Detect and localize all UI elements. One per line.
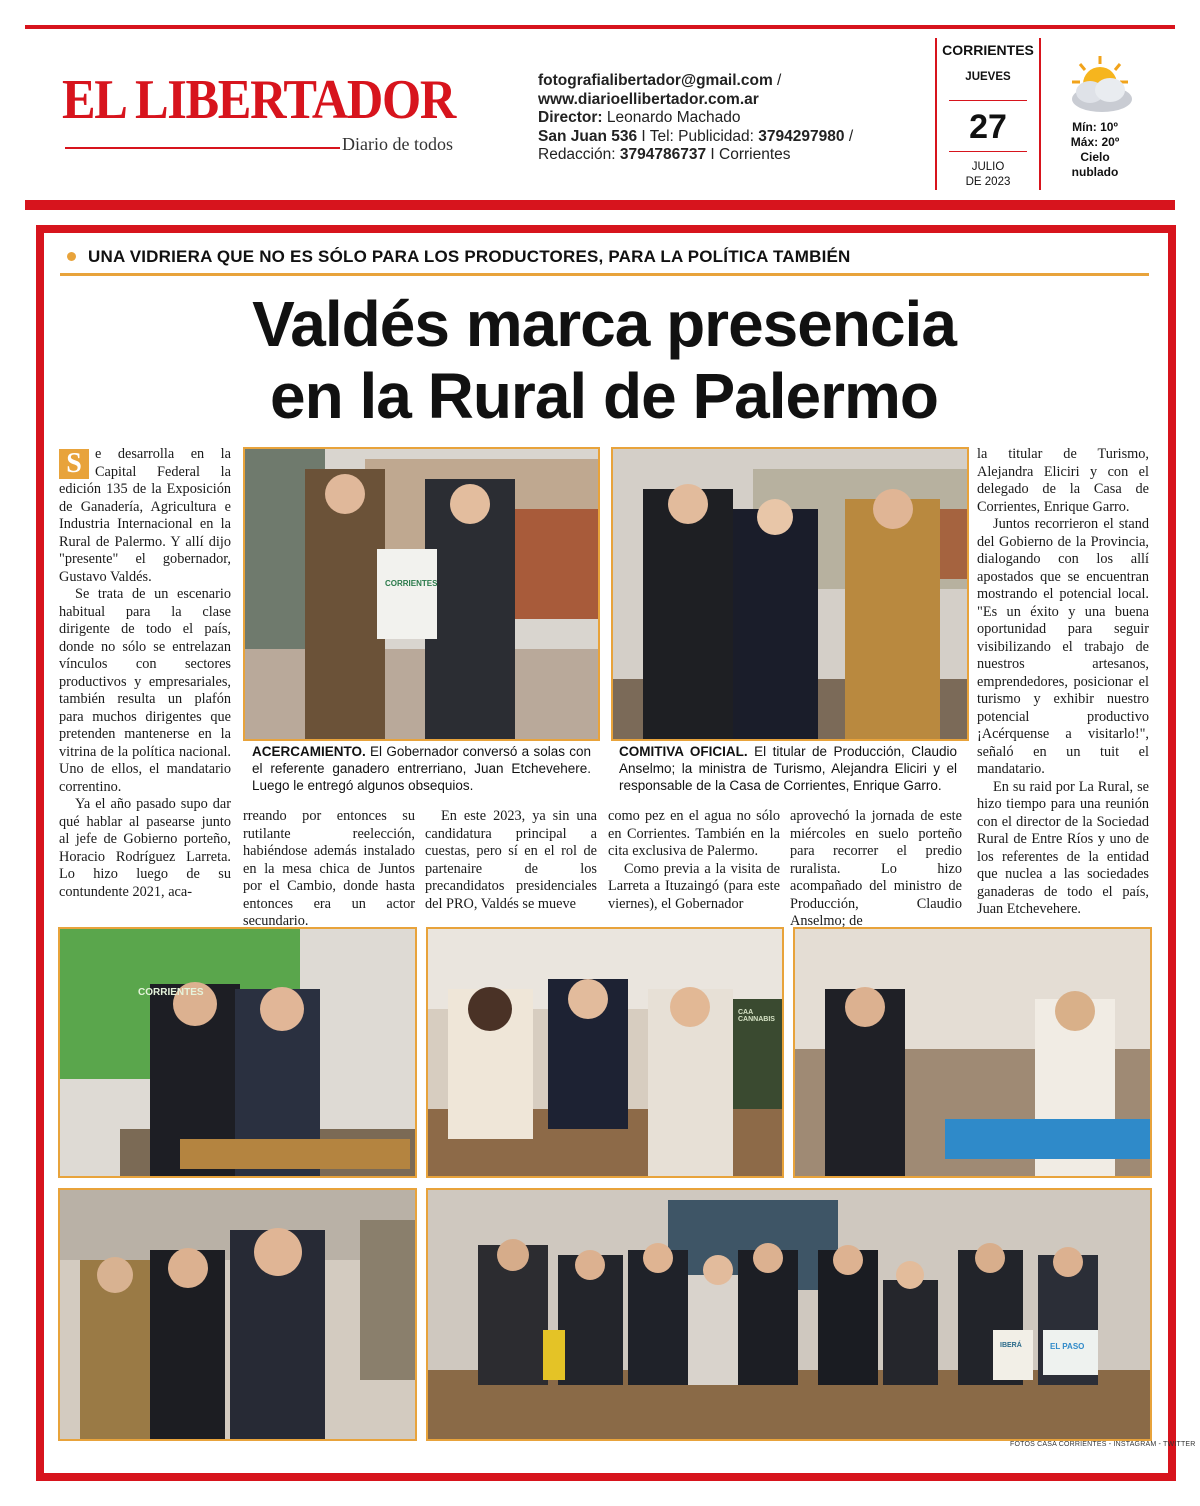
date-divider-bottom [949, 151, 1027, 152]
tel-publicidad: 3794297980 [758, 127, 845, 145]
photo8-book-2: EL PASO [1050, 1342, 1085, 1351]
article-column-3 [425, 808, 597, 913]
col1-paragraph-3: Ya el año pasado supo dar qué hablar al pasearse junto al jefe de Gobierno porteño, Horacio Rodríguez Larreta. Lo hizo luego de su contundente 2021, aca- [59, 796, 231, 900]
headline-line-2: en la Rural de Palermo [269, 360, 939, 432]
date-divider-top [949, 100, 1027, 101]
redaccion-label: Redacción: [538, 146, 616, 163]
col3-paragraph-1: En este 2023, ya sin una candidatura principal a cuestas, pero sí en el rol de partenaire de los precandidatos presidenciales del PRO, Valdés se mueve [425, 808, 597, 912]
photo-credit: FOTOS CASA CORRIENTES - INSTAGRAM - TWITTER [1010, 1441, 1196, 1448]
newspaper-logo[interactable]: EL LIBERTADOR [62, 69, 455, 131]
col4-paragraph-2: Como previa a la visita de Larreta a Ituzaingó (para este viernes), el Gobernador [608, 860, 780, 912]
weather-min: Mín: 10º [1072, 120, 1118, 134]
partly-cloudy-sun-icon [1058, 52, 1138, 117]
tel-label: Tel: Publicidad: [649, 127, 754, 145]
weather-desc-1: Cielo [1080, 150, 1110, 164]
top-rule-thin [25, 25, 1175, 29]
photo-pasillo[interactable] [58, 1188, 417, 1441]
article-column-4 [608, 808, 780, 913]
caption1-text: El Gobernador conversó a solas con el referente ganadero entrerriano, Juan Etchevehere. Luego le entregó algunos obsequios. [252, 744, 591, 793]
tel-redaccion: 3794786737 [619, 146, 707, 163]
article-column-6 [977, 446, 1149, 919]
article-headline[interactable] [60, 288, 1148, 432]
city-line: Corrientes [719, 146, 791, 163]
col6-paragraph-2: Juntos recorrieron el stand del Gobierno de la Provincia, dialogando con los allí apostados que se encuentran mostrando el potencial local. "Es un éxito y una buena oportunidad para seguir visibilizando el trabajo de nuestros artesanos, emprendedores, posicionar el turismo y exhibir nuestro potencial productivo ¡Acérquense a visitarlo!", señaló en un tuit el mandatario. [977, 516, 1149, 777]
photo-stand-screen[interactable] [58, 927, 417, 1178]
photo-acercamiento[interactable] [243, 447, 600, 741]
photo-comitiva-oficial[interactable] [611, 447, 969, 741]
date-weekday: JUEVES [965, 71, 1011, 83]
col5-paragraph-1: aprovechó la jornada de este miércoles en suelo porteño para recorrer el predio ruralista. Lo hizo acompañado del ministro de Producción, Claudio Anselmo; de [790, 808, 962, 929]
photo-stand-artesanias[interactable] [426, 927, 784, 1178]
date-box [935, 38, 1041, 190]
photo4-sign-text: CAA CANNABIS [738, 1009, 775, 1023]
kicker-bullet [67, 252, 76, 261]
date-year: DE 2023 [965, 176, 1011, 188]
director-name: Leonardo Machado [606, 109, 741, 126]
article-column-1 [59, 446, 231, 901]
photo-grupo-stand[interactable] [426, 1188, 1152, 1441]
date-city: CORRIENTES [942, 42, 1034, 58]
caption1-lead: ACERCAMIENTO. [252, 744, 366, 759]
col2-paragraph-1: rreando por entonces su rutilante reelección, habiéndose además instalado en la mesa chica de Juntos por el Cambio, donde hasta entonces era un actor secundario. [243, 808, 415, 929]
drop-cap: S [59, 449, 89, 479]
address: San Juan 536 [538, 127, 638, 145]
photo-stand-recorrida[interactable] [793, 927, 1152, 1178]
article-column-5 [790, 808, 962, 931]
col4-paragraph-1: como pez en el agua no sólo en Corrientes. También en la cita exclusiva de Palermo. [608, 808, 780, 859]
weather-desc-2: nublado [1071, 165, 1119, 179]
caption2-lead: COMITIVA OFICIAL. [619, 744, 748, 759]
photo8-book-1: IBERÁ [1000, 1342, 1022, 1349]
col1-paragraph-1: e desarrolla en la Capital Federal la edición 135 de la Exposición de Ganadería, Agricultura e Industria Internacional en la Rural de Palermo. Y allí dijo "presente" el gobernador, Gustavo Valdés. [59, 446, 231, 585]
contact-website[interactable]: www.diarioellibertador.com.ar [538, 90, 759, 108]
photo3-screen-text: CORRIENTES [138, 987, 204, 998]
headline-line-1: Valdés marca presencia [252, 288, 956, 360]
article-kicker: UNA VIDRIERA QUE NO ES SÓLO PARA LOS PRODUCTORES, PARA LA POLÍTICA TAMBIÉN [88, 247, 851, 266]
caption2-text: El titular de Producción, Claudio Anselmo; la ministra de Turismo, Alejandra Eliciri y el responsable de la Casa de Corrientes, Enrique Garro. [619, 744, 957, 793]
col6-paragraph-3: En su raid por La Rural, se hizo tiempo para una reunión con el director de la Sociedad Rural de Entre Ríos y uno de los referentes de la entidad que nuclea a las sociedades ganaderas de todo el país, Juan Etchevehere. [977, 778, 1149, 917]
director-label: Director: [538, 109, 603, 126]
col6-paragraph-1: la titular de Turismo, Alejandra Eliciri y con el delegado de la Casa de Corrientes, Enrique Garro. [977, 446, 1149, 515]
contact-block: fotografialibertador@gmail.com / www.diarioellibertador.com.ar Director: Leonardo Machado San Juan 536 I Tel: Publicidad: 3794297980 / Redacción: 3794786737 I Corrientes [538, 72, 854, 163]
article-column-2 [243, 808, 415, 931]
contact-email[interactable]: fotografialibertador@gmail.com [538, 72, 773, 89]
photo1-book-title: CORRIENTES [385, 579, 438, 588]
kicker-underline [60, 273, 1149, 276]
caption-comitiva [619, 743, 957, 794]
weather-max: Máx: 20º [1070, 135, 1120, 149]
date-month: JULIO [971, 161, 1005, 173]
date-day: 27 [969, 108, 1007, 146]
logo-underline [65, 147, 340, 149]
col1-paragraph-2: Se trata de un escenario habitual para la clase dirigente de todo el país, donde no sólo se entrelazan vínculos con sectores productivos y empresariales, también resulta un plafón para muchos dirigentes que pretenden mantenerse en la vitrina de la política nacional. Uno de ellos, el mandatario correntino. [59, 586, 231, 795]
date-month-year [937, 160, 1039, 190]
newspaper-tagline: Diario de todos [342, 134, 453, 154]
header-rule-bottom [25, 200, 1175, 210]
weather-info [1050, 120, 1140, 180]
caption-acercamiento [252, 743, 591, 794]
